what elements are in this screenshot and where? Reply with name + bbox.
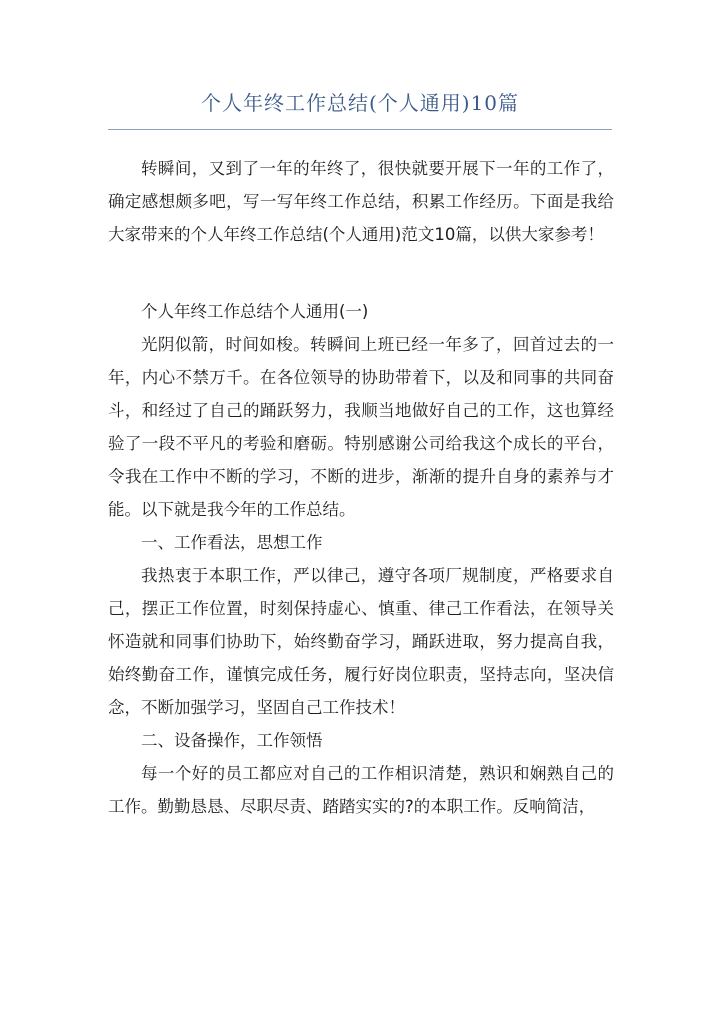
body-paragraph: 我热衷于本职工作，严以律己，遵守各项厂规制度，严格要求自己，摆正工作位置，时刻保持虚心、慎重、律己工作看法，在领导关怀造就和同事们协助下，始终勤奋学习，踊跃进取，努力提高自我，始终勤奋工作，谨慎完成任务，履行好岗位职责，坚持志向，坚决信念，不断加强学习，坚固自己工作技术！ bbox=[108, 566, 614, 717]
body-paragraph: 每一个好的员工都应对自己的工作相识清楚，熟识和娴熟自己的工作。勤勤恳恳、尽职尽责、踏踏实实的?的本职工作。反响简洁， bbox=[108, 764, 614, 816]
title-divider bbox=[108, 129, 612, 130]
body-paragraph: 光阴似箭，时间如梭。转瞬间上班已经一年多了，回首过去的一年，内心不禁万千。在各位领导的协助带着下，以及和同事的共同奋斗，和经过了自己的踊跃努力，我顺当地做好自己的工作，这也算经验了一段不平凡的考验和磨砺。特别感谢公司给我这个成长的平台，令我在工作中不断的学习，不断的进步，渐渐的提升自身的素养与才能。以下就是我今年的工作总结。 bbox=[108, 335, 614, 519]
section-title: 个人年终工作总结个人通用(一) bbox=[141, 302, 369, 321]
document-title: 个人年终工作总结(个人通用)10篇 bbox=[200, 91, 520, 115]
subheading: 一、工作看法，思想工作 bbox=[141, 533, 323, 552]
document-body bbox=[108, 152, 614, 823]
intro-paragraph: 转瞬间，又到了一年的年终了，很快就要开展下一年的工作了，确定感想颇多吧，写一写年终工作总结，积累工作经历。下面是我给大家带来的个人年终工作总结(个人通用)范文10篇，以供大家参考！ bbox=[108, 159, 614, 244]
subheading: 二、设备操作，工作领悟 bbox=[141, 731, 323, 750]
